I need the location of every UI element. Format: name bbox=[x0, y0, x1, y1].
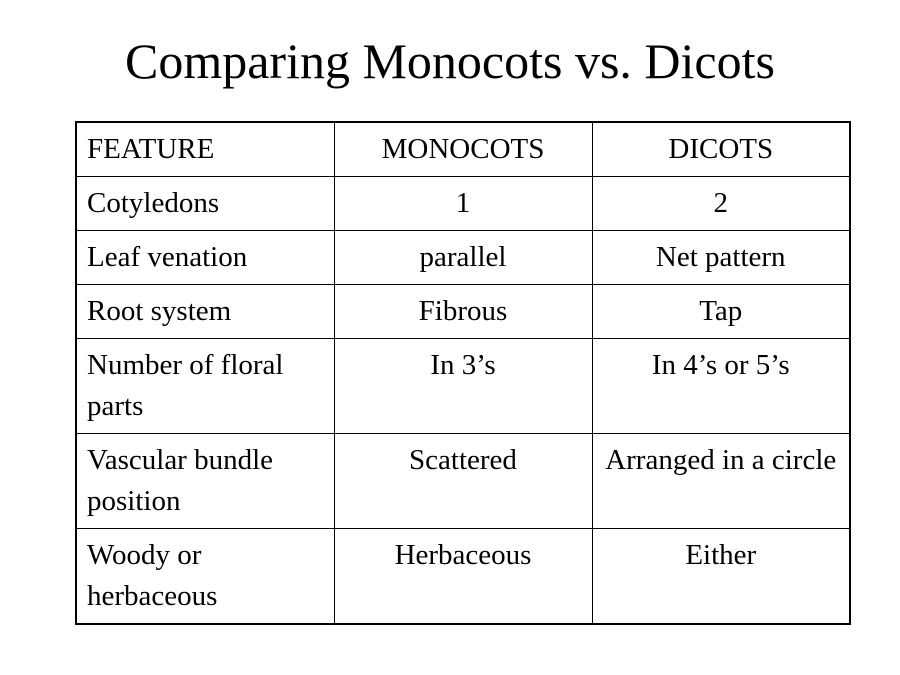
feature-cell: Leaf venation bbox=[76, 231, 334, 285]
dicots-cell: Either bbox=[592, 529, 850, 625]
table-header-row bbox=[76, 122, 850, 177]
monocots-cell: 1 bbox=[334, 177, 592, 231]
monocots-cell: In 3’s bbox=[334, 339, 592, 434]
feature-cell: Cotyledons bbox=[76, 177, 334, 231]
table-row bbox=[76, 339, 850, 434]
feature-cell: Woody or herbaceous bbox=[76, 529, 334, 625]
monocots-cell: Herbaceous bbox=[334, 529, 592, 625]
monocots-cell: parallel bbox=[334, 231, 592, 285]
table-row bbox=[76, 285, 850, 339]
comparison-table bbox=[75, 121, 851, 625]
feature-cell: Vascular bundle position bbox=[76, 434, 334, 529]
dicots-cell: 2 bbox=[592, 177, 850, 231]
dicots-cell: Arranged in a circle bbox=[592, 434, 850, 529]
feature-cell: Number of floral parts bbox=[76, 339, 334, 434]
table-row bbox=[76, 231, 850, 285]
dicots-cell: Tap bbox=[592, 285, 850, 339]
monocots-cell: Fibrous bbox=[334, 285, 592, 339]
table-row bbox=[76, 177, 850, 231]
table-row bbox=[76, 529, 850, 625]
dicots-cell: Net pattern bbox=[592, 231, 850, 285]
header-dicots: DICOTS bbox=[592, 122, 850, 177]
dicots-cell: In 4’s or 5’s bbox=[592, 339, 850, 434]
table-row bbox=[76, 434, 850, 529]
slide-title: Comparing Monocots vs. Dicots bbox=[125, 33, 775, 89]
monocots-cell: Scattered bbox=[334, 434, 592, 529]
header-monocots: MONOCOTS bbox=[334, 122, 592, 177]
feature-cell: Root system bbox=[76, 285, 334, 339]
header-feature: FEATURE bbox=[76, 122, 334, 177]
